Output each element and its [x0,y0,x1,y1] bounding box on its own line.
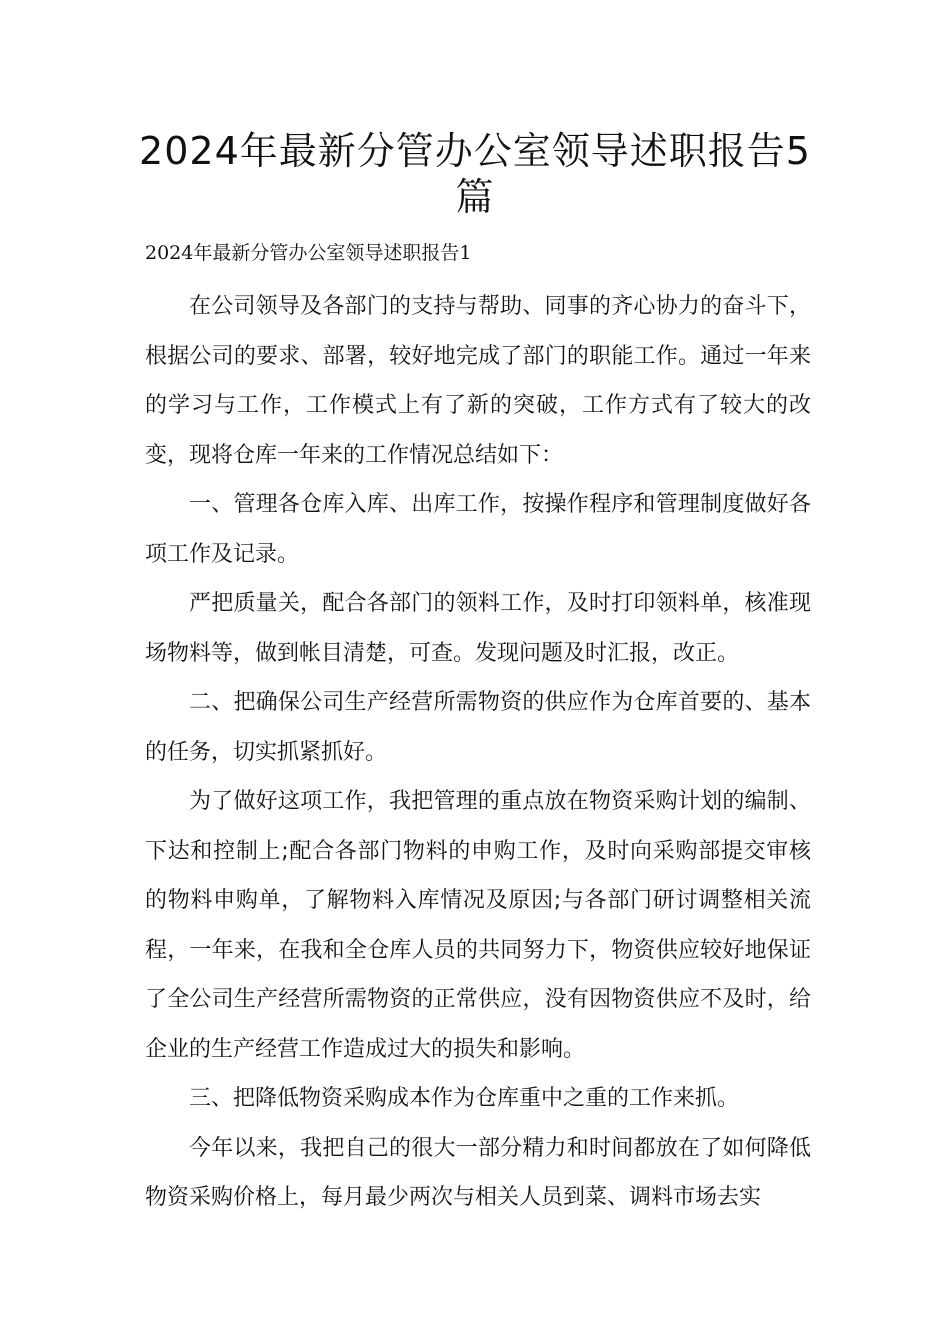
document-body [145,282,811,1223]
paragraph: 为了做好这项工作，我把管理的重点放在物资采购计划的编制、下达和控制上;配合各部门物料的申购工作，及时向采购部提交审核的物料申购单，了解物料入库情况及原因;与各部门研讨调整相关流程，一年来，在我和全仓库人员的共同努力下，物资供应较好地保证了全公司生产经营所需物资的正常供应，没有因物资供应不及时，给企业的生产经营工作造成过大的损失和影响。 [145,789,811,1062]
paragraph: 严把质量关，配合各部门的领料工作，及时打印领料单，核准现场物料等，做到帐目清楚，可查。发现问题及时汇报，改正。 [145,591,811,666]
paragraph: 今年以来，我把自己的很大一部分精力和时间都放在了如何降低物资采购价格上，每月最少两次与相关人员到菜、调料市场去实 [145,1135,811,1210]
paragraph: 在公司领导及各部门的支持与帮助、同事的齐心协力的奋斗下，根据公司的要求、部署，较好地完成了部门的职能工作。通过一年来的学习与工作，工作模式上有了新的突破，工作方式有了较大的改变，现将仓库一年来的工作情况总结如下： [145,294,811,468]
paragraph: 三、把降低物资采购成本作为仓库重中之重的工作来抓。 [189,1086,740,1111]
paragraph: 二、把确保公司生产经营所需物资的供应作为仓库首要的、基本的任务，切实抓紧抓好。 [145,690,811,765]
paragraph: 一、管理各仓库入库、出库工作，按操作程序和管理制度做好各项工作及记录。 [145,492,811,567]
document-title: 2024年最新分管办公室领导述职报告5篇 [139,129,811,219]
section-subtitle: 2024年最新分管办公室领导述职报告1 [145,242,472,264]
